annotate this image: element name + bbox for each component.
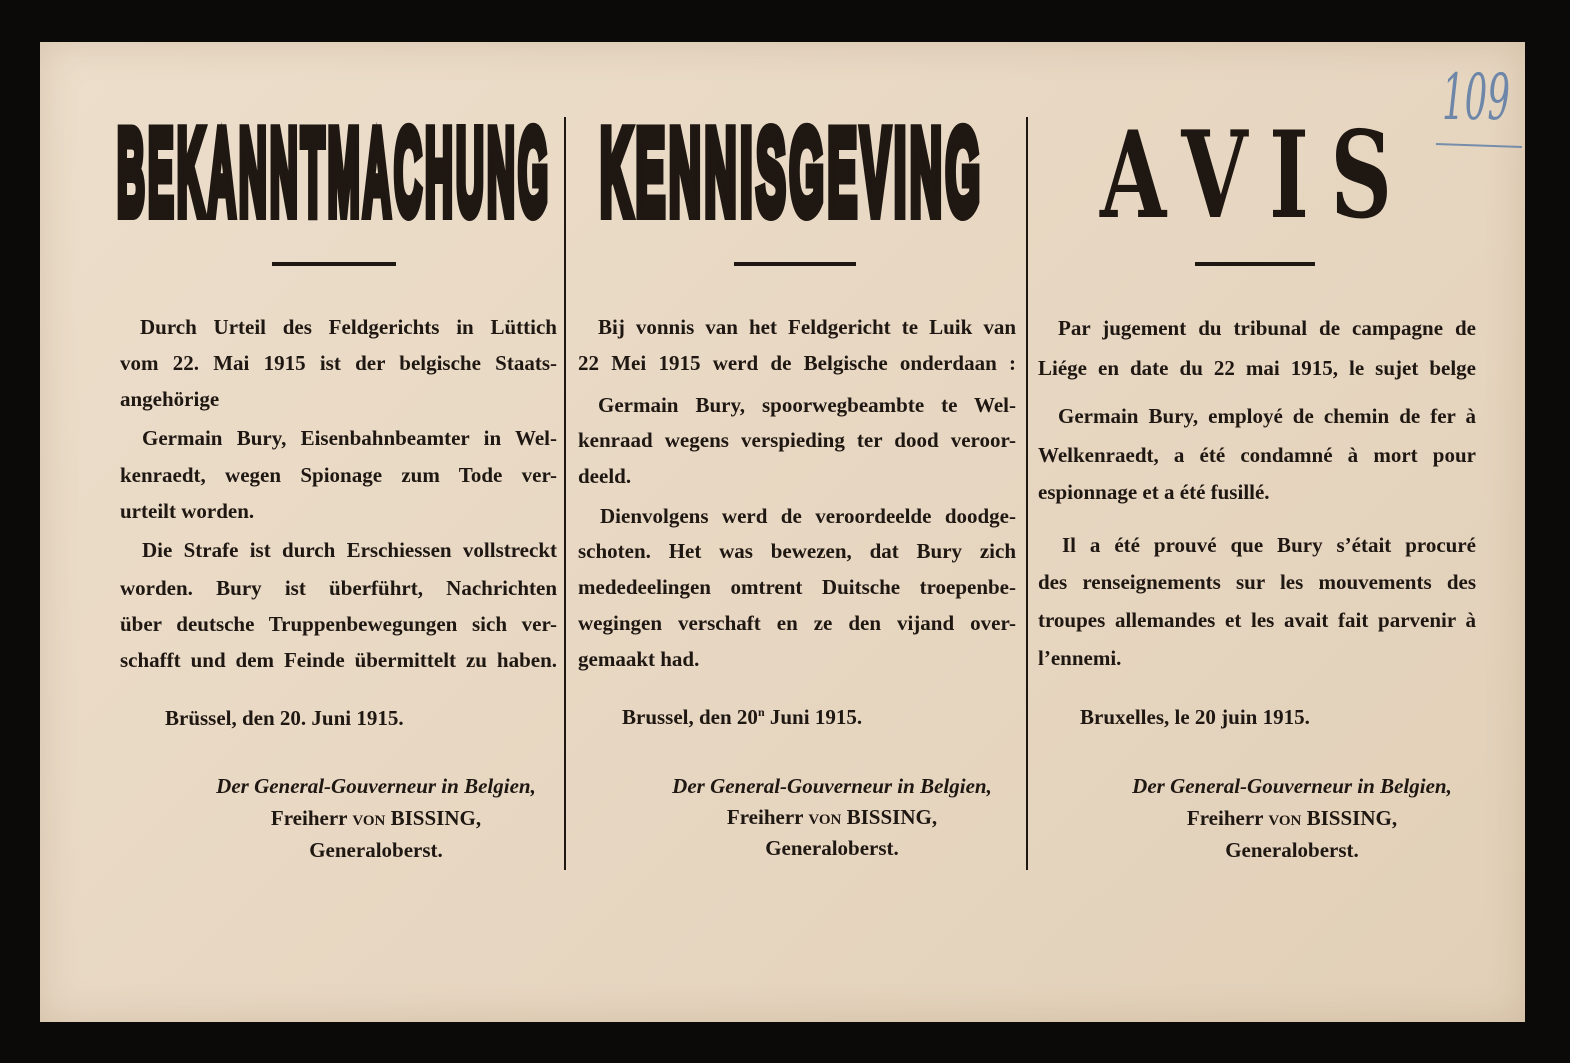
french-text-line: l’ennemi. [1038,646,1122,670]
german-signature-name [176,803,576,833]
dutch-text-line: kenraad wegens verspieding ter dood veroor- [578,428,1016,452]
french-text-line: troupes allemandes et les avait fait parvenir à [1038,608,1476,632]
dutch-signature-rank: Generaloberst. [765,836,899,860]
french-text-line: Welkenraedt, a été condamné à mort pour [1038,443,1476,467]
french-text-line: Liége en date du 22 mai 1915, le sujet belge [1038,356,1476,380]
dutch-text-line: Bij vonnis van het Feldgericht te Luik van [598,315,1016,339]
signature-name-prefix: Freiherr [1186,806,1264,830]
french-title-rule [1195,262,1315,266]
german-title-rule [272,262,396,266]
german-text-line: Die Strafe ist durch Erschiessen vollstreckt [142,538,557,562]
dutch-text-line: gemaakt had. [578,647,700,671]
dutch-date [622,702,862,732]
french-text-line: des renseignements sur les mouvements des [1038,570,1476,594]
german-text-line: über deutsche Truppenbewegungen sich ver- [120,612,557,636]
date-text: Juni 1915. [764,705,863,729]
french-text-line: Il a été prouvé que Bury s’était procuré [1062,533,1476,557]
german-text-line: Durch Urteil des Feldgerichts in Lüttich [140,315,557,339]
dutch-signature-office: Der General-Gouverneur in Belgien, [672,774,992,798]
french-signature-office: Der General-Gouverneur in Belgien, [1132,774,1452,798]
french-title: AVIS [1100,105,1414,246]
german-text-line: urteilt worden. [120,499,255,523]
german-signature-office: Der General-Gouverneur in Belgien, [216,774,536,798]
handwritten-catalog-number: 109 [1442,61,1510,135]
german-text-line: Germain Bury, Eisenbahnbeamter in Wel- [142,426,557,450]
french-text-line: Par jugement du tribunal de campagne de [1058,316,1476,340]
date-superscript: n [757,705,765,719]
signature-surname: BISSING, [1306,806,1398,830]
column-divider [1026,117,1028,870]
french-signature-name [1092,803,1492,833]
dutch-text-line: 22 Mei 1915 werd de Belgische onderdaan : [578,351,1016,375]
signature-name-particle: von [1268,806,1302,830]
column-divider [564,117,566,870]
date-text: Brussel, den 20 [622,705,758,729]
german-text-line: angehörige [120,387,220,411]
dutch-text-line: Germain Bury, spoorwegbeambte te Wel- [598,393,1016,417]
german-date: Brüssel, den 20. Juni 1915. [165,706,404,730]
french-text-line: Germain Bury, employé de chemin de fer à [1058,404,1476,428]
signature-name-prefix: Freiherr [270,806,348,830]
german-text-line: worden. Bury ist überführt, Nachrichten [120,576,557,600]
dutch-text-line: schoten. Het was bewezen, dat Bury zich [578,539,1016,563]
dutch-text-line: Dienvolgens werd de veroordeelde doodge- [600,504,1016,528]
french-text-line: espionnage et a été fusillé. [1038,480,1270,504]
dutch-title: KENNISGEVING [600,104,984,240]
dutch-text-line: mededeelingen omtrent Duitsche troepenbe- [578,575,1016,599]
dutch-text-line: wegingen verschaft en ze den vijand over- [578,611,1016,635]
dutch-title-rule [734,262,856,266]
german-text-line: kenraedt, wegen Spionage zum Tode ver- [120,463,557,487]
german-title: BEKANNTMACHUNG [117,104,552,240]
signature-name-prefix: Freiherr [726,805,804,829]
signature-surname: BISSING, [846,805,938,829]
dutch-text-line: deeld. [578,464,632,488]
signature-name-particle: von [808,805,842,829]
signature-surname: BISSING, [390,806,482,830]
signature-name-particle: von [352,806,386,830]
french-date: Bruxelles, le 20 juin 1915. [1080,705,1310,729]
german-text-line: vom 22. Mai 1915 ist der belgische Staats- [120,351,557,375]
german-signature-rank: Generaloberst. [309,838,443,862]
german-text-line: schafft und dem Feinde übermittelt zu haben. [120,648,557,672]
french-signature-rank: Generaloberst. [1225,838,1359,862]
dutch-signature-name [632,802,1032,832]
